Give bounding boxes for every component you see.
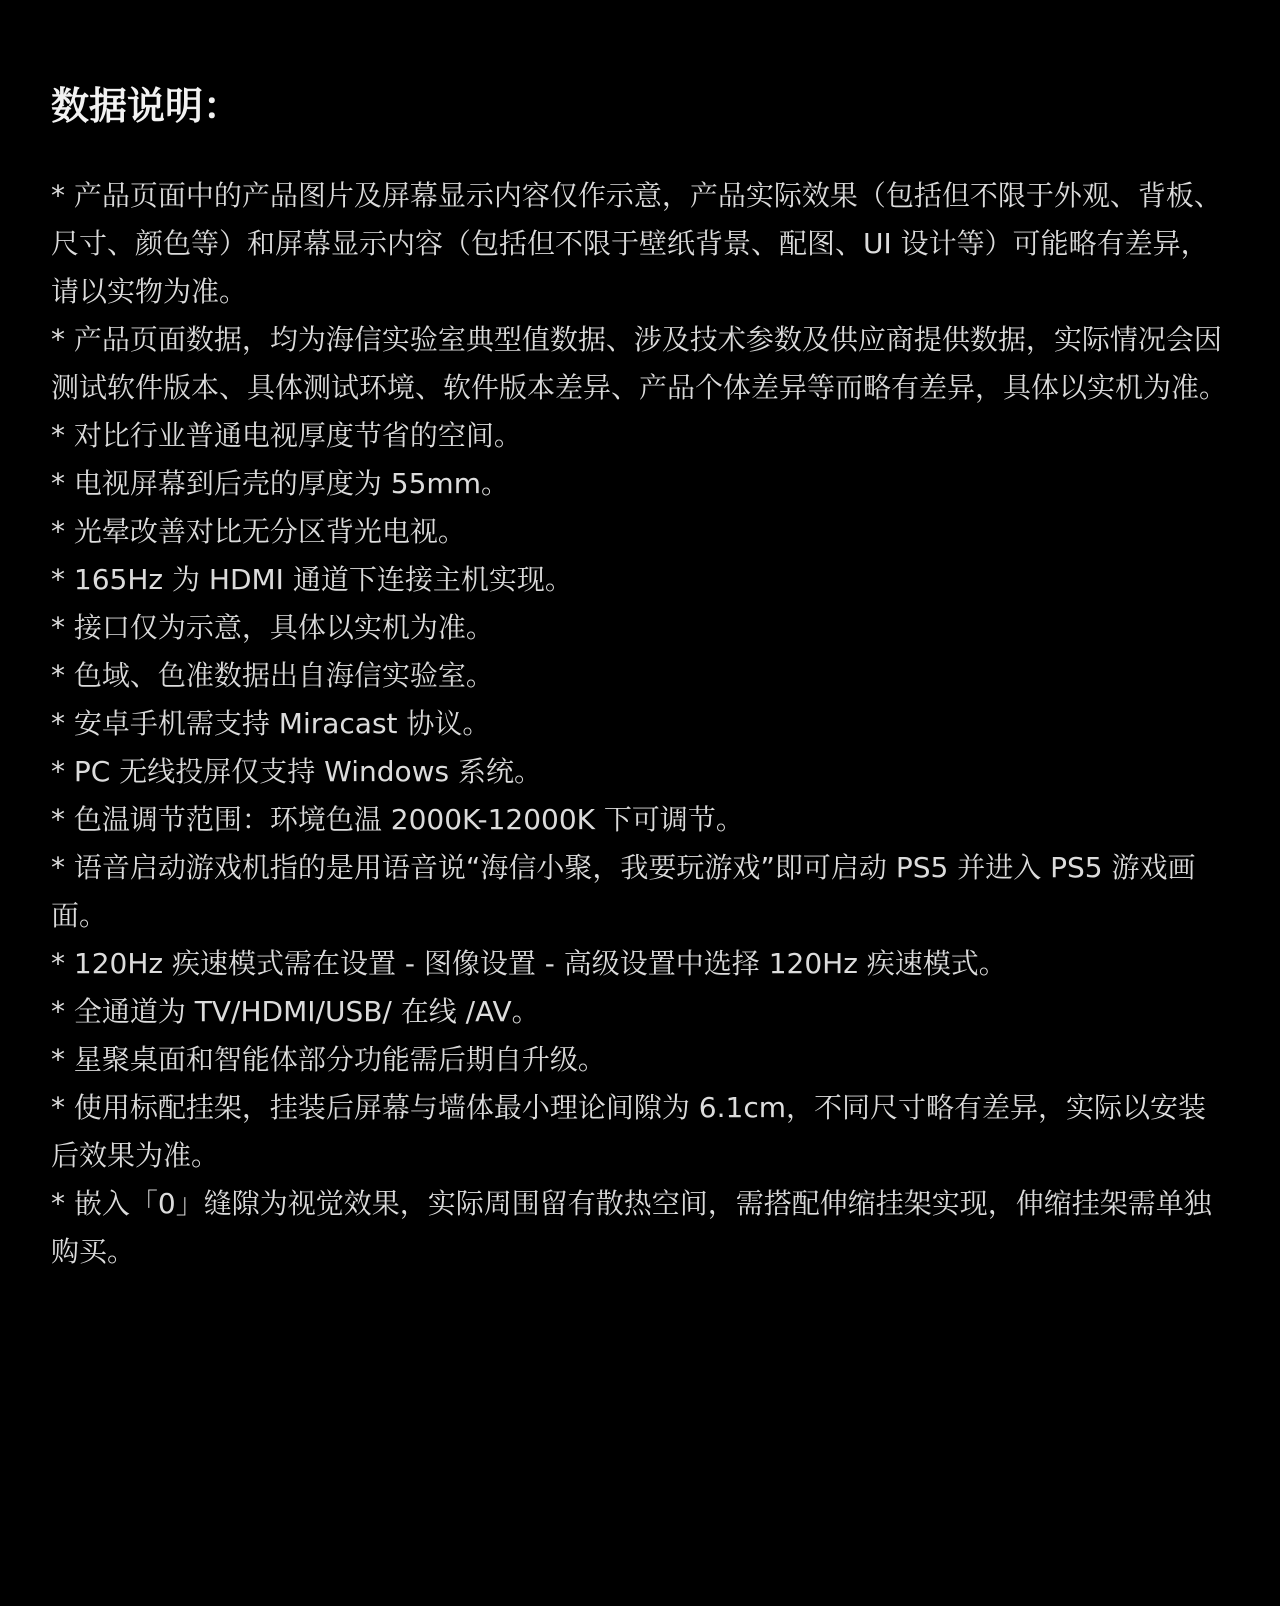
note-item: * 色温调节范围：环境色温 2000K-12000K 下可调节。 [51, 803, 744, 836]
note-item: * 120Hz 疾速模式需在设置 - 图像设置 - 高级设置中选择 120Hz 疾速模式。 [51, 947, 1007, 980]
note-item: * 165Hz 为 HDMI 通道下连接主机实现。 [51, 563, 573, 596]
note-item: * 对比行业普通电视厚度节省的空间。 [51, 419, 522, 452]
note-item: * 产品页面中的产品图片及屏幕显示内容仅作示意，产品实际效果（包括但不限于外观、背板、尺寸、颜色等）和屏幕显示内容（包括但不限于壁纸背景、配图、UI 设计等）可能略有差异，请以实物为准。 [51, 179, 1222, 308]
note-item: * 语音启动游戏机指的是用语音说“海信小聚，我要玩游戏”即可启动 PS5 并进入 PS5 游戏画面。 [51, 851, 1196, 932]
note-item: * 嵌入「0」缝隙为视觉效果，实际周围留有散热空间，需搭配伸缩挂架实现，伸缩挂架需单独购买。 [51, 1187, 1212, 1268]
note-item: * 电视屏幕到后壳的厚度为 55mm。 [51, 467, 509, 500]
note-item: * 光晕改善对比无分区背光电视。 [51, 515, 466, 548]
note-item: * PC 无线投屏仅支持 Windows 系统。 [51, 755, 543, 788]
note-item: * 星聚桌面和智能体部分功能需后期自升级。 [51, 1043, 606, 1076]
note-item: * 全通道为 TV/HDMI/USB/ 在线 /AV。 [51, 995, 540, 1028]
note-item: * 产品页面数据，均为海信实验室典型值数据、涉及技术参数及供应商提供数据，实际情况会因测试软件版本、具体测试环境、软件版本差异、产品个体差异等而略有差异，具体以实机为准。 [51, 323, 1228, 404]
notes-list [51, 172, 1231, 1276]
note-item: * 安卓手机需支持 Miracast 协议。 [51, 707, 491, 740]
note-item: * 接口仅为示意，具体以实机为准。 [51, 611, 494, 644]
note-item: * 使用标配挂架，挂装后屏幕与墙体最小理论间隙为 6.1cm，不同尺寸略有差异，实际以安装后效果为准。 [51, 1091, 1207, 1172]
note-item: * 色域、色准数据出自海信实验室。 [51, 659, 494, 692]
page-title: 数据说明： [51, 84, 242, 128]
